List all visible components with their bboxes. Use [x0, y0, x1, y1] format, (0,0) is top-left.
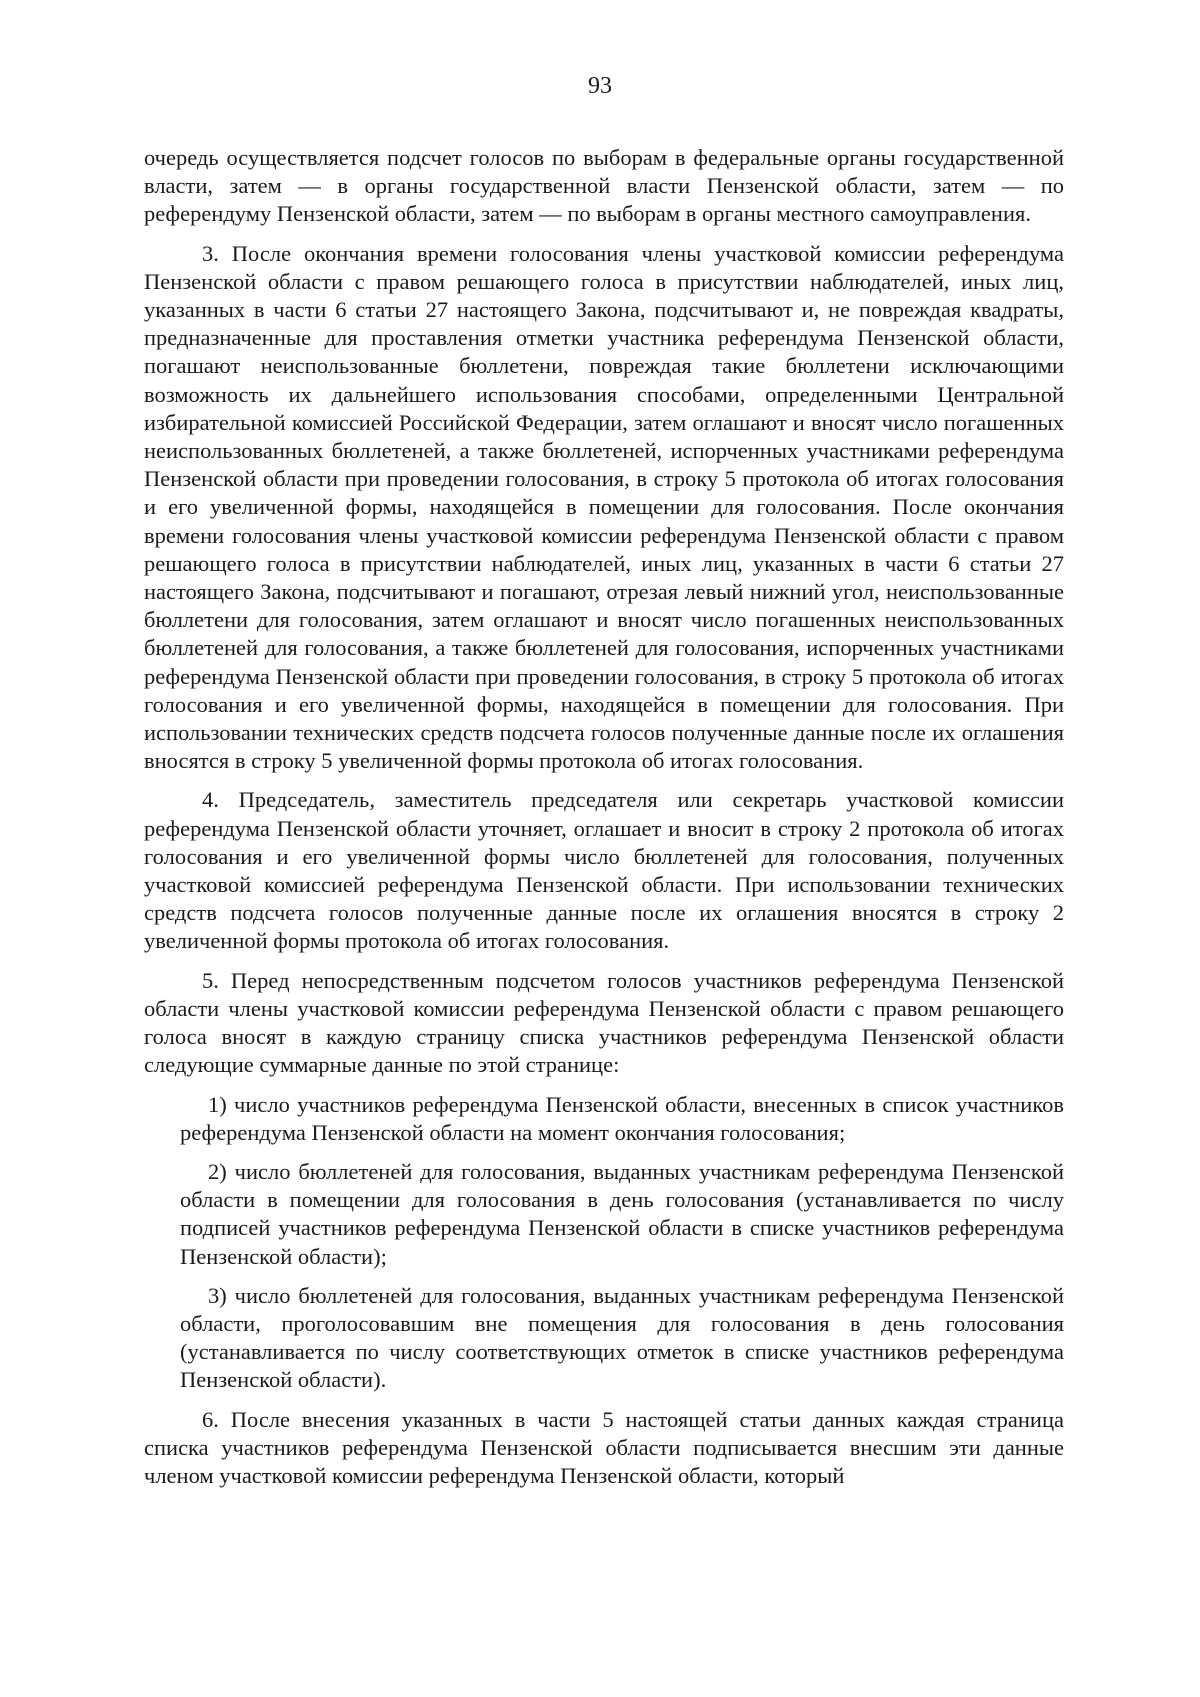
paragraph-part-4: 4. Председатель, заместитель председателя или секретарь участковой комиссии референдума Пензенской области уточняет, оглашает и вносит в строку 2 протокола об итогах голосования и его увеличенной формы число бюллетеней для голосования, полученных участковой комиссией референдума Пензенской области. При использовании технических средств подсчета голосов полученные данные после их оглашения вносятся в строку 2 увеличенной формы протокола об итогах голосования. [144, 787, 1064, 954]
paragraph-part-6: 6. После внесения указанных в части 5 настоящей статьи данных каждая страница списка участников референдума Пензенской области подписывается внесшим эти данные членом участковой комиссии референдума Пензенской области, который [144, 1406, 1064, 1488]
list-item-3: 3) число бюллетеней для голосования, выданных участникам референдума Пензенской области, проголосовавшим вне помещения для голосования в день голосования (устанавливается по числу соответствующих отметок в списке участников референдума Пензенской области). [180, 1282, 1064, 1393]
paragraph-part-3: 3. После окончания времени голосования члены участковой комиссии референдума Пензенской области с правом решающего голоса в присутствии наблюдателей, иных лиц, указанных в части 6 статьи 27 настоящего Закона, подсчитывают и, не повреждая квадраты, предназначенные для проставления отметки участника референдума Пензенской области, погашают неиспользованные бюллетени, повреждая такие бюллетени исключающими возможность их дальнейшего использования способами, определенными Центральной избирательной комиссией Российской Федерации, затем оглашают и вносят число погашенных неиспользованных бюллетеней, а также бюллетеней, испорченных участниками референдума Пензенской области при проведении голосования, в строку 5 протокола об итогах голосования и его увеличенной формы, находящейся в помещении для голосования. После окончания времени голосования члены участковой комиссии референдума Пензенской области с правом решающего голоса в присутствии наблюдателей, иных лиц, указанных в части 6 статьи 27 настоящего Закона, подсчитывают и погашают, отрезая левый нижний угол, неиспользованные бюллетени для голосования, затем оглашают и вносят число погашенных неиспользованных бюллетеней для голосования, а также бюллетеней для голосования, испорченных участниками референдума Пензенской области при проведении голосования, в строку 5 протокола об итогах голосования и его увеличенной формы, находящейся в помещении для голосования. При использовании технических средств подсчета голосов полученные данные после их оглашения вносятся в строку 5 увеличенной формы протокола об итогах голосования. [144, 240, 1064, 774]
paragraph-continuation: очередь осуществляется подсчет голосов по выборам в федеральные органы государственной власти, затем — в органы государственной власти Пензенской области, затем — по референдуму Пензенской области, затем — по выборам в органы местного самоуправления. [144, 145, 1064, 227]
list-item-2: 2) число бюллетеней для голосования, выданных участникам референдума Пензенской области в помещении для голосования в день голосования (устанавливается по числу подписей участников референдума Пензенской области в списке участников референдума Пензенской области); [180, 1158, 1064, 1269]
document-body [144, 144, 1064, 1490]
page-number: 93 [588, 73, 612, 99]
list-item-1: 1) число участников референдума Пензенской области, внесенных в список участников референдума Пензенской области на момент окончания голосования; [180, 1091, 1064, 1145]
paragraph-part-5: 5. Перед непосредственным подсчетом голосов участников референдума Пензенской области члены участковой комиссии референдума Пензенской области с правом решающего голоса вносят в каждую страницу списка участников референдума Пензенской области следующие суммарные данные по этой странице: [144, 967, 1064, 1078]
